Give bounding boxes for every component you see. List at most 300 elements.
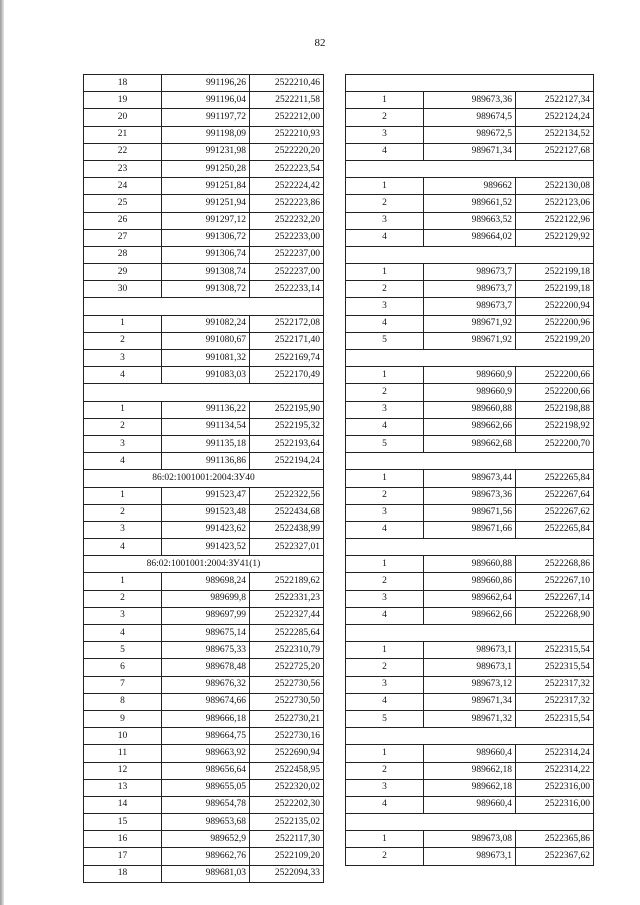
point-number-cell: 3 [84,521,162,538]
point-number-cell: 12 [84,762,162,779]
y-coordinate-cell: 2522268,86 [516,556,594,573]
section-label [84,384,324,401]
x-coordinate-cell: 991523,47 [162,487,250,504]
y-coordinate-cell: 2522233,14 [250,281,324,298]
point-number-cell: 4 [346,143,424,160]
x-coordinate-cell: 991136,86 [162,453,250,470]
x-coordinate-cell: 989662,18 [424,762,516,779]
y-coordinate-cell: 2522690,94 [250,745,324,762]
point-number-cell: 2 [346,281,424,298]
point-number-cell: 15 [84,814,162,831]
point-number-cell: 2 [346,384,424,401]
point-number-cell: 11 [84,745,162,762]
table-row [346,264,594,281]
table-row [84,796,324,813]
point-number-cell: 2 [346,195,424,212]
x-coordinate-cell: 989660,9 [424,384,516,401]
x-coordinate-cell: 989673,7 [424,298,516,315]
y-coordinate-cell: 2522317,32 [516,676,594,693]
table-row [84,521,324,538]
table-row [346,212,594,229]
x-coordinate-cell: 989653,68 [162,814,250,831]
y-coordinate-cell: 2522094,33 [250,865,324,882]
x-coordinate-cell: 991136,22 [162,401,250,418]
table-row [84,367,324,384]
section-header-row [84,298,324,315]
table-row [346,143,594,160]
y-coordinate-cell: 2522127,34 [516,92,594,109]
point-number-cell: 27 [84,229,162,246]
table-row [84,728,324,745]
table-row [84,350,324,367]
table-row [346,762,594,779]
point-number-cell: 5 [346,435,424,452]
y-coordinate-cell: 2522200,66 [516,367,594,384]
x-coordinate-cell: 989662,64 [424,590,516,607]
y-coordinate-cell: 2522199,18 [516,281,594,298]
table-row [84,315,324,332]
x-coordinate-cell: 991083,03 [162,367,250,384]
y-coordinate-cell: 2522124,24 [516,109,594,126]
x-coordinate-cell: 989661,52 [424,195,516,212]
y-coordinate-cell: 2522327,44 [250,607,324,624]
page-number: 82 [314,37,326,49]
point-number-cell: 17 [84,848,162,865]
table-row [84,143,324,160]
section-label [346,160,594,177]
point-number-cell: 2 [346,762,424,779]
table-row [84,435,324,452]
y-coordinate-cell: 2522169,74 [250,350,324,367]
y-coordinate-cell: 2522211,58 [250,92,324,109]
table-row [84,109,324,126]
x-coordinate-cell: 989655,05 [162,779,250,796]
table-row [84,762,324,779]
table-row [346,401,594,418]
section-header-row [346,814,594,831]
x-coordinate-cell: 989671,34 [424,693,516,710]
point-number-cell: 1 [346,367,424,384]
x-coordinate-cell: 989672,5 [424,126,516,143]
table-row [84,504,324,521]
y-coordinate-cell: 2522130,08 [516,178,594,195]
table-row [346,178,594,195]
section-header-row [346,539,594,556]
point-number-cell: 4 [346,418,424,435]
point-number-cell: 24 [84,178,162,195]
point-number-cell: 18 [84,75,162,92]
table-row [346,607,594,624]
point-number-cell: 21 [84,126,162,143]
point-number-cell: 2 [84,504,162,521]
x-coordinate-cell: 991134,54 [162,418,250,435]
x-coordinate-cell: 989660,88 [424,556,516,573]
point-number-cell: 1 [346,556,424,573]
x-coordinate-cell: 989675,14 [162,625,250,642]
point-number-cell: 14 [84,796,162,813]
y-coordinate-cell: 2522314,22 [516,762,594,779]
x-coordinate-cell: 991198,09 [162,126,250,143]
x-coordinate-cell: 989662,76 [162,848,250,865]
y-coordinate-cell: 2522730,50 [250,693,324,710]
table-row [84,281,324,298]
point-number-cell: 1 [346,92,424,109]
y-coordinate-cell: 2522320,02 [250,779,324,796]
x-coordinate-cell: 989662 [424,178,516,195]
table-row [346,195,594,212]
y-coordinate-cell: 2522109,20 [250,848,324,865]
point-number-cell: 3 [346,126,424,143]
y-coordinate-cell: 2522327,01 [250,539,324,556]
y-coordinate-cell: 2522237,00 [250,246,324,263]
x-coordinate-cell: 989664,02 [424,229,516,246]
y-coordinate-cell: 2522316,00 [516,779,594,796]
section-header-row [84,384,324,401]
table-row [346,521,594,538]
table-row [346,848,594,865]
table-row [346,693,594,710]
table-row [346,384,594,401]
y-coordinate-cell: 2522199,18 [516,264,594,281]
table-row [346,332,594,349]
point-number-cell: 19 [84,92,162,109]
y-coordinate-cell: 2522232,20 [250,212,324,229]
point-number-cell: 3 [84,350,162,367]
x-coordinate-cell: 991308,74 [162,264,250,281]
x-coordinate-cell: 989673,36 [424,487,516,504]
y-coordinate-cell: 2522331,23 [250,590,324,607]
x-coordinate-cell: 989673,1 [424,848,516,865]
table-row [346,779,594,796]
table-row [346,126,594,143]
x-coordinate-cell: 989671,32 [424,710,516,727]
section-header-row [346,453,594,470]
section-label: 86:02:1001001:2004:ЗУ41(1) [84,556,324,573]
point-number-cell: 4 [84,453,162,470]
point-number-cell: 2 [346,573,424,590]
y-coordinate-cell: 2522135,02 [250,814,324,831]
y-coordinate-cell: 2522129,92 [516,229,594,246]
x-coordinate-cell: 989656,64 [162,762,250,779]
y-coordinate-cell: 2522223,86 [250,195,324,212]
left-coordinates-table [83,74,324,883]
x-coordinate-cell: 991251,94 [162,195,250,212]
section-label [346,246,594,263]
table-row [84,332,324,349]
point-number-cell: 4 [346,796,424,813]
table-row [84,625,324,642]
section-header-row [346,160,594,177]
table-row [84,573,324,590]
y-coordinate-cell: 2522730,16 [250,728,324,745]
table-row [84,642,324,659]
table-row [346,435,594,452]
section-label [346,350,594,367]
y-coordinate-cell: 2522210,93 [250,126,324,143]
y-coordinate-cell: 2522200,66 [516,384,594,401]
point-number-cell: 3 [84,607,162,624]
y-coordinate-cell: 2522730,21 [250,710,324,727]
section-header-row [346,625,594,642]
table-row [84,229,324,246]
table-row [84,710,324,727]
point-number-cell: 1 [84,573,162,590]
table-row [84,607,324,624]
y-coordinate-cell: 2522267,10 [516,573,594,590]
y-coordinate-cell: 2522233,00 [250,229,324,246]
table-row [346,556,594,573]
point-number-cell: 2 [84,418,162,435]
x-coordinate-cell: 989662,66 [424,607,516,624]
y-coordinate-cell: 2522458,95 [250,762,324,779]
point-number-cell: 3 [346,212,424,229]
point-number-cell: 20 [84,109,162,126]
point-number-cell: 2 [84,332,162,349]
table-row [346,573,594,590]
x-coordinate-cell: 991081,32 [162,350,250,367]
x-coordinate-cell: 989660,86 [424,573,516,590]
table-row [346,315,594,332]
table-row [84,160,324,177]
y-coordinate-cell: 2522265,84 [516,470,594,487]
point-number-cell: 1 [84,315,162,332]
section-header-row [346,75,594,92]
point-number-cell: 29 [84,264,162,281]
point-number-cell: 28 [84,246,162,263]
table-row [84,212,324,229]
y-coordinate-cell: 2522317,32 [516,693,594,710]
point-number-cell: 4 [84,539,162,556]
point-number-cell: 5 [346,710,424,727]
x-coordinate-cell: 989666,18 [162,710,250,727]
y-coordinate-cell: 2522127,68 [516,143,594,160]
x-coordinate-cell: 989662,68 [424,435,516,452]
x-coordinate-cell: 989675,33 [162,642,250,659]
section-header-row [346,728,594,745]
x-coordinate-cell: 991423,62 [162,521,250,538]
y-coordinate-cell: 2522267,62 [516,504,594,521]
y-coordinate-cell: 2522198,92 [516,418,594,435]
y-coordinate-cell: 2522134,52 [516,126,594,143]
y-coordinate-cell: 2522189,62 [250,573,324,590]
y-coordinate-cell: 2522315,54 [516,659,594,676]
x-coordinate-cell: 989673,36 [424,92,516,109]
point-number-cell: 5 [84,642,162,659]
x-coordinate-cell: 991250,28 [162,160,250,177]
y-coordinate-cell: 2522123,06 [516,195,594,212]
y-coordinate-cell: 2522434,68 [250,504,324,521]
y-coordinate-cell: 2522210,46 [250,75,324,92]
point-number-cell: 8 [84,693,162,710]
point-number-cell: 3 [346,590,424,607]
x-coordinate-cell: 989673,1 [424,642,516,659]
point-number-cell: 1 [346,470,424,487]
table-row [84,92,324,109]
point-number-cell: 4 [346,521,424,538]
point-number-cell: 2 [346,659,424,676]
table-row [84,676,324,693]
x-coordinate-cell: 989671,66 [424,521,516,538]
x-coordinate-cell: 989660,88 [424,401,516,418]
table-row [84,693,324,710]
table-row [346,418,594,435]
table-row [84,590,324,607]
y-coordinate-cell: 2522224,42 [250,178,324,195]
point-number-cell: 1 [84,487,162,504]
point-number-cell: 4 [346,315,424,332]
y-coordinate-cell: 2522315,54 [516,642,594,659]
table-row [84,418,324,435]
table-row [346,745,594,762]
point-number-cell: 1 [346,745,424,762]
point-number-cell: 30 [84,281,162,298]
table-row [84,178,324,195]
x-coordinate-cell: 989673,44 [424,470,516,487]
y-coordinate-cell: 2522438,99 [250,521,324,538]
point-number-cell: 1 [84,401,162,418]
x-coordinate-cell: 989652,9 [162,831,250,848]
table-row [84,401,324,418]
point-number-cell: 1 [346,831,424,848]
y-coordinate-cell: 2522171,40 [250,332,324,349]
section-label [346,453,594,470]
table-row [346,487,594,504]
y-coordinate-cell: 2522730,56 [250,676,324,693]
y-coordinate-cell: 2522194,24 [250,453,324,470]
x-coordinate-cell: 991523,48 [162,504,250,521]
point-number-cell: 1 [346,642,424,659]
table-row [346,470,594,487]
x-coordinate-cell: 989662,18 [424,779,516,796]
y-coordinate-cell: 2522117,30 [250,831,324,848]
point-number-cell: 2 [84,590,162,607]
x-coordinate-cell: 989681,03 [162,865,250,882]
x-coordinate-cell: 989673,12 [424,676,516,693]
table-row [84,831,324,848]
table-row [84,659,324,676]
table-row [346,298,594,315]
table-row [346,676,594,693]
table-row [346,367,594,384]
y-coordinate-cell: 2522200,70 [516,435,594,452]
section-label [346,625,594,642]
x-coordinate-cell: 991135,18 [162,435,250,452]
point-number-cell: 4 [346,607,424,624]
x-coordinate-cell: 991308,72 [162,281,250,298]
table-row [346,831,594,848]
section-label [346,75,594,92]
x-coordinate-cell: 991297,12 [162,212,250,229]
section-label [84,298,324,315]
y-coordinate-cell: 2522200,96 [516,315,594,332]
x-coordinate-cell: 989660,4 [424,796,516,813]
x-coordinate-cell: 991080,67 [162,332,250,349]
point-number-cell: 4 [84,367,162,384]
y-coordinate-cell: 2522202,30 [250,796,324,813]
y-coordinate-cell: 2522268,90 [516,607,594,624]
point-number-cell: 3 [84,435,162,452]
table-row [346,229,594,246]
point-number-cell: 1 [346,178,424,195]
x-coordinate-cell: 989671,92 [424,332,516,349]
x-coordinate-cell: 989698,24 [162,573,250,590]
table-row [84,75,324,92]
point-number-cell: 2 [346,487,424,504]
section-header-row [346,350,594,367]
point-number-cell: 2 [346,109,424,126]
table-row [84,848,324,865]
y-coordinate-cell: 2522316,00 [516,796,594,813]
point-number-cell: 23 [84,160,162,177]
point-number-cell: 3 [346,676,424,693]
y-coordinate-cell: 2522195,90 [250,401,324,418]
table-row [346,642,594,659]
x-coordinate-cell: 989662,66 [424,418,516,435]
table-row [84,264,324,281]
section-header-row [84,470,324,487]
scan-edge [0,0,4,905]
point-number-cell: 1 [346,264,424,281]
x-coordinate-cell: 991197,72 [162,109,250,126]
table-row [346,281,594,298]
table-row [346,659,594,676]
section-header-row [84,556,324,573]
x-coordinate-cell: 991306,72 [162,229,250,246]
point-number-cell: 5 [346,332,424,349]
y-coordinate-cell: 2522267,14 [516,590,594,607]
point-number-cell: 4 [84,625,162,642]
point-number-cell: 3 [346,779,424,796]
y-coordinate-cell: 2522315,54 [516,710,594,727]
y-coordinate-cell: 2522285,64 [250,625,324,642]
y-coordinate-cell: 2522193,64 [250,435,324,452]
section-label [346,814,594,831]
y-coordinate-cell: 2522223,54 [250,160,324,177]
point-number-cell: 3 [346,298,424,315]
point-number-cell: 18 [84,865,162,882]
y-coordinate-cell: 2522198,88 [516,401,594,418]
point-number-cell: 2 [346,848,424,865]
table-row [84,246,324,263]
x-coordinate-cell: 991231,98 [162,143,250,160]
x-coordinate-cell: 991423,52 [162,539,250,556]
point-number-cell: 4 [346,229,424,246]
y-coordinate-cell: 2522314,24 [516,745,594,762]
y-coordinate-cell: 2522367,62 [516,848,594,865]
x-coordinate-cell: 989671,34 [424,143,516,160]
table-row [346,504,594,521]
x-coordinate-cell: 989663,92 [162,745,250,762]
x-coordinate-cell: 989673,7 [424,264,516,281]
point-number-cell: 3 [346,401,424,418]
x-coordinate-cell: 989699,8 [162,590,250,607]
point-number-cell: 9 [84,710,162,727]
table-row [84,126,324,143]
table-row [84,779,324,796]
x-coordinate-cell: 989697,99 [162,607,250,624]
x-coordinate-cell: 989676,32 [162,676,250,693]
y-coordinate-cell: 2522265,84 [516,521,594,538]
section-label [346,539,594,556]
x-coordinate-cell: 989660,9 [424,367,516,384]
table-row [84,814,324,831]
x-coordinate-cell: 989671,56 [424,504,516,521]
y-coordinate-cell: 2522122,96 [516,212,594,229]
x-coordinate-cell: 989673,7 [424,281,516,298]
y-coordinate-cell: 2522322,56 [250,487,324,504]
table-row [346,796,594,813]
point-number-cell: 10 [84,728,162,745]
